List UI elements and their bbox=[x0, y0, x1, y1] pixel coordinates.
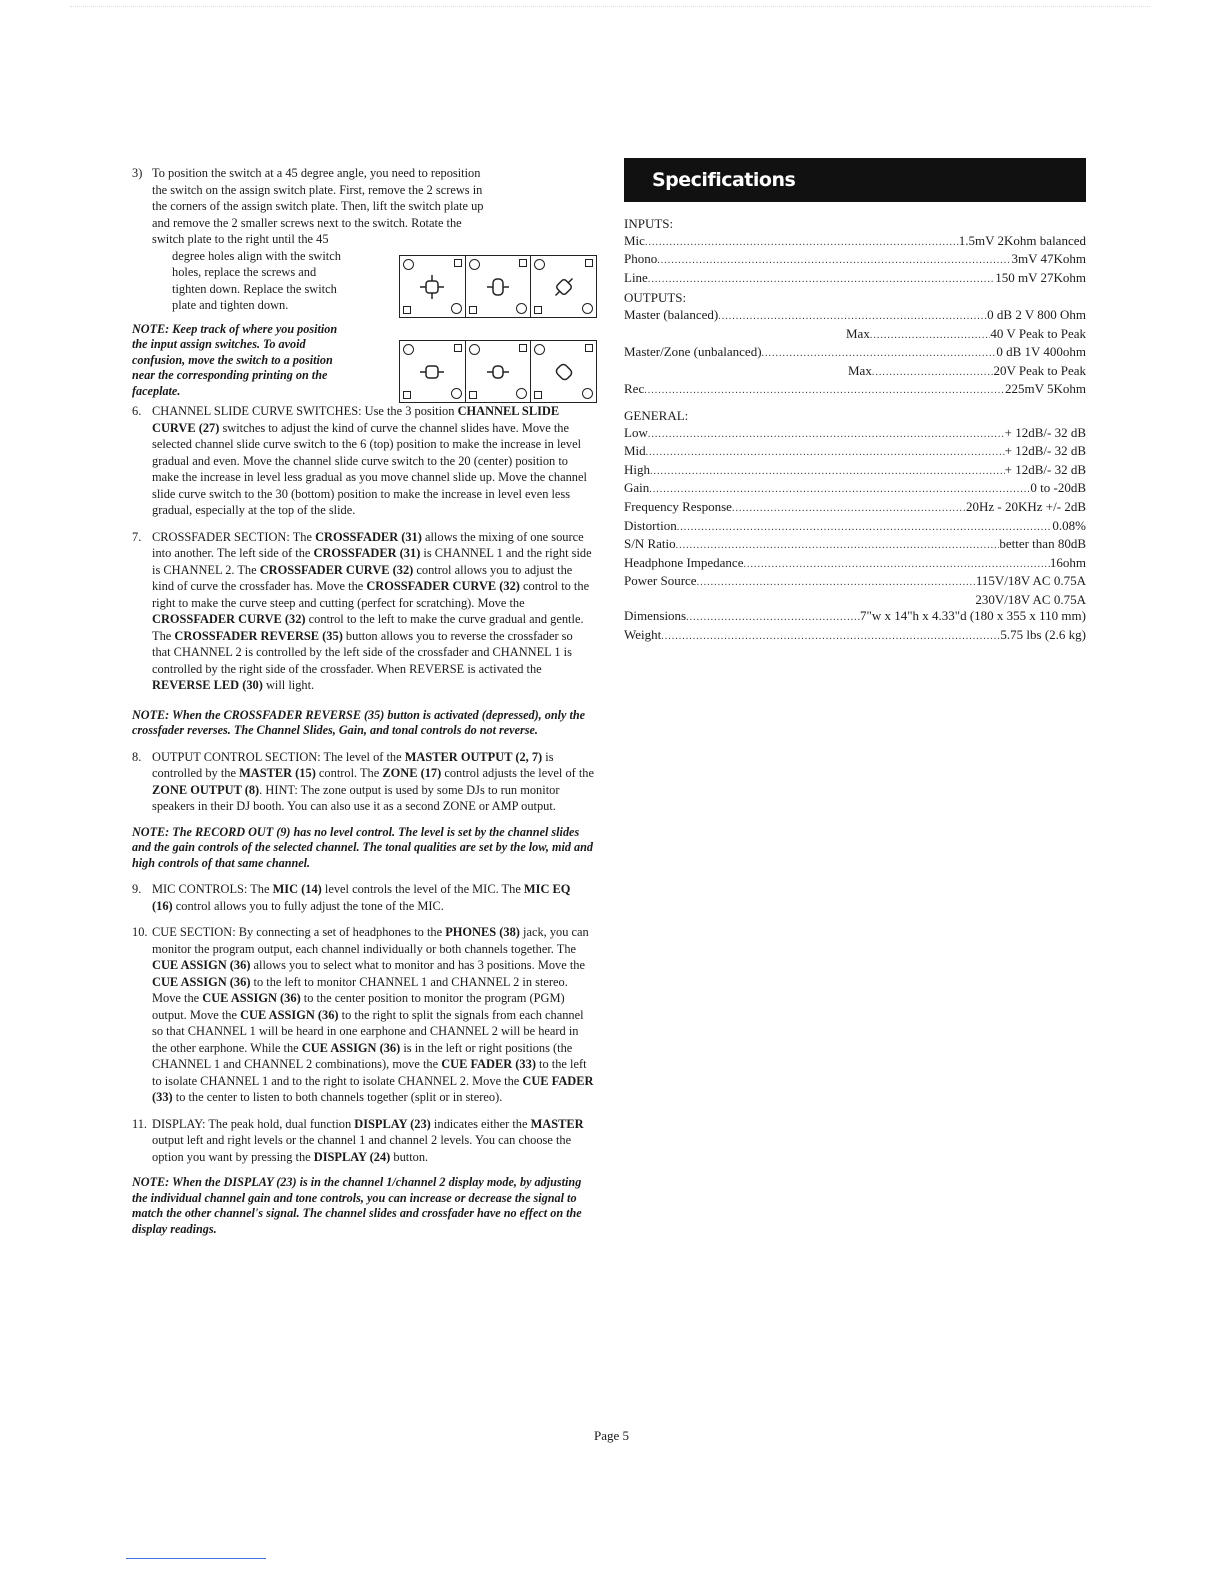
item-text: . HINT: The zone output is used by some DJs to run monitor speakers in their DJ booth. You can also use it as a second ZONE or AMP output. bbox=[152, 782, 560, 813]
item-3-block bbox=[132, 165, 594, 403]
switch-plate-figure-2 bbox=[399, 340, 597, 403]
leader-dots bbox=[732, 501, 966, 518]
control-name: CUE FADER (33) bbox=[152, 1073, 594, 1104]
outputs-title: OUTPUTS: bbox=[624, 290, 687, 306]
spec-label: Max bbox=[846, 325, 870, 341]
note-line: NOTE: Keep track of where you position bbox=[132, 321, 338, 336]
item-text: CHANNEL SLIDE CURVE SWITCHES: Use the 3 position bbox=[152, 404, 458, 418]
screw-icon bbox=[454, 344, 462, 352]
note-line: confusion, move the switch to a position bbox=[132, 352, 333, 367]
note-line: the input assign switches. To avoid bbox=[132, 337, 306, 351]
item-3-line: and remove the 2 smaller screws next to the switch. Rotate the bbox=[152, 215, 462, 230]
item-3-line: degree holes align with the switch bbox=[172, 248, 341, 263]
spec-label: Master/Zone (unbalanced) bbox=[624, 344, 762, 360]
general-title: GENERAL: bbox=[624, 407, 689, 423]
item-3-line: holes, replace the screws and bbox=[172, 265, 317, 279]
item-text: control allows you to adjust the kind of curve the crossfader has. Move the bbox=[152, 562, 573, 593]
screw-icon bbox=[469, 344, 480, 355]
item-text: is controlled by the bbox=[152, 749, 554, 780]
screw-icon bbox=[519, 259, 527, 267]
spec-value: 0.08% bbox=[1052, 517, 1086, 533]
spec-row bbox=[624, 518, 1086, 537]
spec-label: Rec bbox=[624, 381, 645, 397]
spec-row bbox=[624, 555, 1086, 574]
inputs-section bbox=[624, 216, 1086, 288]
screw-icon bbox=[534, 306, 542, 314]
item-text: output left and right levels or the channel 1 and channel 2 levels. You can choose the option you want by pressing the bbox=[152, 1133, 572, 1164]
item-text: jack, you can monitor the program output, each channel individually or both channels together. The bbox=[152, 925, 589, 956]
spec-label: S/N Ratio bbox=[624, 536, 676, 552]
item-text: will light. bbox=[262, 678, 315, 692]
spec-label: Phono bbox=[624, 251, 658, 267]
spec-label: High bbox=[624, 461, 650, 477]
spec-row bbox=[624, 627, 1086, 646]
spec-row bbox=[624, 425, 1086, 444]
control-name: PHONES (38) bbox=[445, 925, 520, 939]
screw-icon bbox=[534, 391, 542, 399]
spec-label: Power Source bbox=[624, 573, 697, 589]
switch-knob-rotated-icon bbox=[551, 274, 577, 300]
spec-value: 5.75 lbs (2.6 kg) bbox=[1000, 627, 1086, 643]
spec-row bbox=[624, 499, 1086, 518]
note-line: faceplate. bbox=[132, 383, 181, 398]
item-number: 7. bbox=[132, 529, 142, 544]
screw-icon bbox=[403, 306, 411, 314]
screw-icon bbox=[469, 391, 477, 399]
spec-value: 150 mV 27Kohm bbox=[995, 269, 1086, 285]
spec-row bbox=[624, 536, 1086, 555]
control-name: DISPLAY (24) bbox=[313, 1149, 391, 1164]
spec-label: Headphone Impedance bbox=[624, 554, 744, 570]
spec-row bbox=[624, 233, 1086, 252]
control-name: CROSSFADER (31) bbox=[313, 546, 421, 560]
item-text: MIC CONTROLS: The bbox=[152, 882, 273, 896]
spec-value: + 12dB/- 32 dB bbox=[1004, 443, 1086, 459]
control-name: ZONE (17) bbox=[382, 766, 442, 780]
item-3-line: plate and tighten down. bbox=[172, 298, 289, 312]
control-name: CROSSFADER CURVE (32) bbox=[259, 562, 414, 577]
leader-dots bbox=[870, 328, 991, 345]
control-name: CUE ASSIGN (36) bbox=[152, 974, 251, 989]
screw-icon bbox=[403, 259, 414, 270]
item-text: CROSSFADER SECTION: The bbox=[152, 529, 316, 544]
control-name: CHANNEL SLIDE CURVE (27) bbox=[152, 404, 560, 435]
spec-row bbox=[624, 307, 1086, 326]
control-name: REVERSE LED (30) bbox=[152, 678, 263, 692]
screw-icon bbox=[534, 259, 545, 270]
control-name: MASTER (15) bbox=[239, 766, 316, 780]
item-6-channel-slide-curve bbox=[132, 403, 594, 519]
spec-row bbox=[624, 344, 1086, 363]
note-line: near the corresponding printing on the bbox=[132, 368, 328, 382]
item-text: allows the mixing of one source into another. The left side of the bbox=[152, 529, 584, 560]
switch-knob-rotated-icon bbox=[551, 359, 577, 385]
screw-icon bbox=[519, 344, 527, 352]
control-name: MIC EQ (16) bbox=[152, 882, 571, 913]
spec-value: 16ohm bbox=[1049, 554, 1086, 570]
spec-label: Line bbox=[624, 269, 648, 285]
footer-rule bbox=[126, 1558, 266, 1559]
spec-value: + 12dB/- 32 dB bbox=[1004, 424, 1086, 440]
spec-value: 225mV 5Kohm bbox=[1004, 381, 1086, 397]
control-name: ZONE OUTPUT (8) bbox=[152, 782, 260, 797]
specifications-heading: Specifications bbox=[624, 158, 1086, 202]
item-text: control to the left to make the curve gradual and gentle. The bbox=[152, 612, 584, 643]
screw-icon bbox=[582, 388, 593, 399]
screw-icon bbox=[585, 259, 593, 267]
spec-row bbox=[624, 608, 1086, 627]
leader-dots bbox=[650, 464, 1005, 481]
spec-label: Max bbox=[848, 362, 872, 378]
item-text: to the center to listen to both channels together (split or in stereo). bbox=[172, 1090, 503, 1104]
screw-icon bbox=[516, 303, 527, 314]
item-9-mic-controls bbox=[132, 881, 594, 914]
item-text: control adjusts the level of the bbox=[441, 766, 594, 780]
spec-row bbox=[624, 251, 1086, 270]
item-text: switches to adjust the kind of curve the channel slides have. Move the selected channel slide curve switch to the 6 (top) position to make the increase in level gradual and even. Move the channel slide curve switch to the 20 (center) position to make the increase in level less gradual as you move channel slide up. Move the channel slide curve switch to the 30 (bottom) position to make the increase in level even less gradual, especially at the top of the slide. bbox=[152, 420, 587, 517]
item-3-line: the switch on the assign switch plate. First, remove the 2 screws in bbox=[152, 182, 483, 197]
control-name: MASTER OUTPUT (2, 7) bbox=[404, 749, 543, 764]
leader-dots bbox=[657, 253, 1011, 270]
leader-dots bbox=[697, 575, 976, 592]
leader-dots bbox=[645, 235, 959, 252]
item-text: is CHANNEL 1 and the right side is CHANNEL 2. The bbox=[152, 546, 592, 577]
item-10-cue-section bbox=[132, 924, 594, 1106]
control-name: CROSSFADER CURVE (32) bbox=[152, 612, 306, 626]
item-3-line: switch plate to the right until the 45 bbox=[152, 232, 329, 246]
item-text: to the left to isolate CHANNEL 1 and to the right to isolate CHANNEL 2. Move the bbox=[152, 1057, 587, 1088]
item-3-line: To position the switch at a 45 degree angle, you need to reposition bbox=[152, 166, 481, 180]
spec-value: 115V/18V AC 0.75A bbox=[975, 573, 1086, 589]
item-number: 11. bbox=[132, 1116, 148, 1131]
spec-value: 1.5mV 2Kohm balanced bbox=[958, 232, 1086, 248]
control-name: CROSSFADER CURVE (32) bbox=[366, 579, 520, 593]
switch-plate-cell bbox=[531, 341, 596, 402]
spec-value: + 12dB/- 32 dB bbox=[1004, 461, 1086, 477]
item-text: CUE SECTION: By connecting a set of headphones to the bbox=[152, 925, 446, 939]
leader-dots bbox=[686, 610, 860, 627]
inputs-title: INPUTS: bbox=[624, 216, 674, 231]
item-text: control. The bbox=[315, 766, 383, 780]
spec-row bbox=[624, 363, 1086, 382]
switch-plate-cell bbox=[466, 256, 532, 317]
note-display-mode: NOTE: When the DISPLAY (23) is in the channel 1/channel 2 display mode, by adjusting the individual channel gain and tone controls, you can increase or decrease the signal to match the other channel's signal. The channel slides and crossfader have no effect on the display readings. bbox=[132, 1175, 582, 1236]
note-crossfader-reverse: NOTE: When the CROSSFADER REVERSE (35) button is activated (depressed), only the crossfader reverses. The Channel Slides, Gain, and tonal controls do not reverse. bbox=[132, 707, 586, 737]
switch-plate-cell bbox=[400, 341, 466, 402]
item-text: to the left to monitor CHANNEL 1 and CHANNEL 2 in stereo. Move the bbox=[152, 974, 568, 1005]
screw-icon bbox=[534, 344, 545, 355]
switch-knob-icon bbox=[485, 274, 511, 300]
switch-knob-icon bbox=[485, 359, 511, 385]
switch-plate-cell bbox=[466, 341, 532, 402]
screw-icon bbox=[585, 344, 593, 352]
leader-dots bbox=[762, 346, 997, 363]
item-text: button. bbox=[390, 1149, 429, 1164]
item-7-crossfader bbox=[132, 529, 594, 694]
spec-row bbox=[624, 480, 1086, 499]
spec-label: Frequency Response bbox=[624, 498, 732, 514]
item-8-output-control bbox=[132, 749, 594, 815]
spec-value: 0 to -20dB bbox=[1030, 480, 1086, 496]
item-text: OUTPUT CONTROL SECTION: The level of the bbox=[152, 749, 405, 764]
item-text: is in the left or right positions (the CHANNEL 1 and CHANNEL 2 combinations), move the bbox=[152, 1040, 573, 1071]
control-name: CROSSFADER REVERSE (35) bbox=[174, 628, 343, 643]
spec-value: 7"w x 14"h x 4.33"d (180 x 355 x 110 mm) bbox=[860, 608, 1086, 624]
spec-label: Weight bbox=[624, 627, 662, 643]
spec-label: Master (balanced) bbox=[624, 306, 719, 322]
spec-label: Dimensions bbox=[624, 608, 687, 624]
control-name: CUE ASSIGN (36) bbox=[202, 991, 301, 1005]
screw-icon bbox=[451, 388, 462, 399]
item-text: button allows you to reverse the crossfader so that CHANNEL 2 is controlled by the left side of the crossfader and CHANNEL 1 is controlled by the right side of the crossfader. When REVERSE is activated the bbox=[152, 628, 573, 676]
spec-row bbox=[624, 270, 1086, 289]
leader-dots bbox=[676, 538, 1000, 555]
switch-plate-figure-1 bbox=[399, 255, 597, 318]
item-3-line: tighten down. Replace the switch bbox=[172, 281, 337, 296]
control-name: CROSSFADER (31) bbox=[315, 529, 422, 544]
item-text: to the right to split the signals from each channel so that CHANNEL 1 will be heard in one earphone and CHANNEL 2 will be heard in the other earphone. While the bbox=[152, 1007, 584, 1055]
outputs-section bbox=[624, 290, 1086, 400]
leader-dots bbox=[661, 629, 1000, 646]
spec-label: Gain bbox=[624, 480, 650, 496]
left-column bbox=[132, 165, 594, 1247]
spec-value: 40 V Peak to Peak bbox=[990, 325, 1086, 341]
screw-icon bbox=[454, 259, 462, 267]
switch-knob-icon bbox=[419, 274, 445, 300]
control-name: CUE ASSIGN (36) bbox=[301, 1040, 401, 1055]
spec-value: 230V/18V AC 0.75A bbox=[975, 591, 1086, 607]
leader-dots bbox=[872, 365, 994, 382]
item-text: DISPLAY: The peak hold, dual function bbox=[152, 1116, 355, 1131]
general-section bbox=[624, 408, 1086, 646]
spec-label: Mic bbox=[624, 232, 645, 248]
spec-value: 0 dB 2 V 800 Ohm bbox=[987, 306, 1086, 322]
control-name: MASTER bbox=[530, 1116, 584, 1131]
control-name: MIC (14) bbox=[272, 882, 322, 896]
spec-row bbox=[624, 592, 1086, 609]
spec-row bbox=[624, 573, 1086, 592]
screw-icon bbox=[403, 344, 414, 355]
leader-dots bbox=[648, 427, 1005, 444]
spec-row bbox=[624, 462, 1086, 481]
control-name: CUE FADER (33) bbox=[441, 1057, 536, 1071]
item-number: 10. bbox=[132, 925, 148, 939]
note-record-out: NOTE: The RECORD OUT (9) has no level control. The level is set by the channel slides and the gain controls of the selected channel. The tonal qualities are set by the low, mid and high controls of that same channel. bbox=[132, 824, 593, 870]
item-number: 9. bbox=[132, 882, 142, 896]
spec-label: Mid bbox=[624, 443, 646, 459]
item-number: 3) bbox=[132, 166, 143, 180]
spec-value: 20V Peak to Peak bbox=[993, 362, 1086, 378]
leader-dots bbox=[644, 383, 1005, 400]
switch-plate-cell bbox=[400, 256, 466, 317]
screw-icon bbox=[582, 303, 593, 314]
screw-icon bbox=[451, 303, 462, 314]
item-text: control to the right to make the curve steep and cutting (perfect for scratching). Move the bbox=[152, 579, 590, 610]
switch-plate-cell bbox=[531, 256, 596, 317]
page-number: Page 5 bbox=[594, 1428, 630, 1443]
spec-label: Low bbox=[624, 424, 648, 440]
screw-icon bbox=[469, 259, 480, 270]
leader-dots bbox=[649, 482, 1030, 499]
spec-value: better than 80dB bbox=[999, 536, 1086, 552]
spec-value: 20Hz - 20KHz +/- 2dB bbox=[966, 498, 1086, 514]
specifications-panel bbox=[624, 158, 1086, 646]
screw-icon bbox=[469, 306, 477, 314]
item-number: 8. bbox=[132, 749, 142, 764]
leader-dots bbox=[677, 520, 1053, 537]
control-name: CUE ASSIGN (36) bbox=[240, 1007, 339, 1022]
screw-icon bbox=[516, 388, 527, 399]
item-3-line: the corners of the assign switch plate. Then, lift the switch plate up bbox=[152, 199, 484, 213]
item-text: level controls the level of the MIC. The bbox=[321, 882, 524, 896]
switch-knob-icon bbox=[419, 359, 445, 385]
spec-label: Distortion bbox=[624, 517, 677, 533]
item-number: 6. bbox=[132, 404, 142, 418]
spec-row bbox=[624, 443, 1086, 462]
spec-value: 0 dB 1V 400ohm bbox=[996, 344, 1086, 360]
item-text: allows you to select what to monitor and has 3 positions. Move the bbox=[250, 958, 585, 972]
spec-row bbox=[624, 326, 1086, 345]
spec-value: 3mV 47Kohm bbox=[1011, 251, 1086, 267]
item-text: to the center position to monitor the program (PGM) output. Move the bbox=[152, 991, 565, 1022]
item-11-display bbox=[132, 1116, 594, 1166]
spec-row bbox=[624, 381, 1086, 400]
control-name: CUE ASSIGN (36) bbox=[152, 958, 251, 972]
control-name: DISPLAY (23) bbox=[354, 1116, 431, 1131]
leader-dots bbox=[718, 309, 987, 326]
leader-dots bbox=[743, 557, 1049, 574]
leader-dots bbox=[648, 272, 995, 289]
scan-artifact-line bbox=[70, 6, 1150, 19]
leader-dots bbox=[646, 445, 1005, 462]
item-text: indicates either the bbox=[430, 1116, 531, 1131]
item-text: control allows you to fully adjust the tone of the MIC. bbox=[172, 898, 444, 913]
screw-icon bbox=[403, 391, 411, 399]
